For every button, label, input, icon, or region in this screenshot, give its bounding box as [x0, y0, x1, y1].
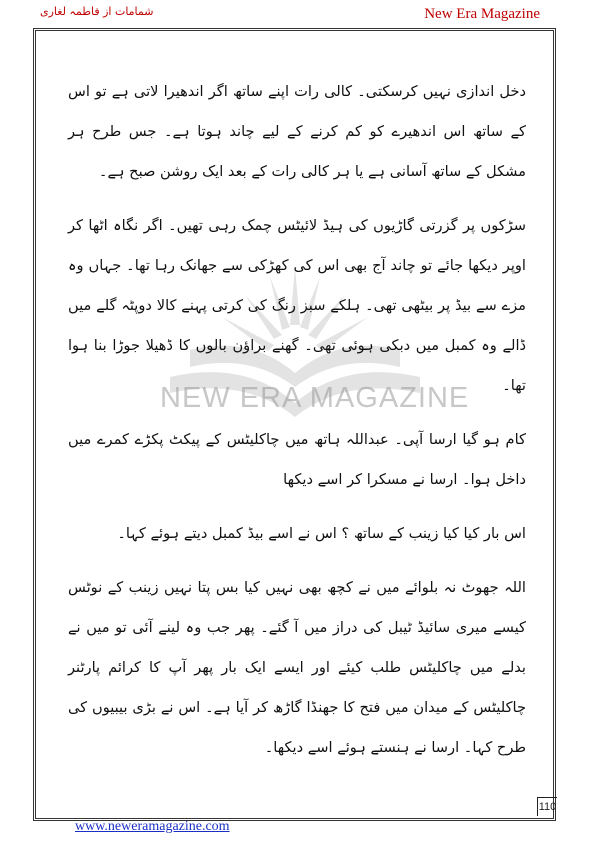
paragraph: اس بار کیا کیا زینب کے ساتھ ؟ اس نے اسے بیڈ کمبل دیتے ہوئے کہا۔: [117, 525, 526, 542]
author-title: شمامات از فاطمہ لغاری: [40, 5, 154, 18]
paragraph: سڑکوں پر گزرتی گاڑیوں کی ہیڈ لائیٹس چمک رہی تھیں۔ اگر نگاہ اٹھا کر اوپر دیکھا جائے تو چاند آج بھی اس کی کھڑکی سے جھانک رہا تھا۔ جہاں وہ مزے سے بیڈ پر بیٹھی تھی۔ ہلکے سبز رنگ کی کرتی پہنے کالا دوپٹہ گلے میں ڈالے وہ کمبل میں دبکی ہوئی تھی۔ گھنے براؤن بالوں کا ڈھیلا جوڑا بنا ہوا تھا۔: [68, 217, 526, 394]
page-number: 110: [537, 797, 557, 816]
website-link[interactable]: www.neweramagazine.com: [75, 819, 230, 834]
watermark-text: NEW ERA MAGAZINE: [160, 382, 470, 414]
paragraph: کام ہو گیا ارسا آپی۔ عبداللہ ہاتھ میں چاکلیٹس کے پیکٹ پکڑے کمرے میں داخل ہوا۔ ارسا نے مسکرا کر اسے دیکھا: [68, 431, 526, 488]
magazine-title: New Era Magazine: [424, 6, 540, 22]
paragraph: دخل اندازی نہیں کرسکتی۔ کالی رات اپنے ساتھ اگر اندھیرا لاتی ہے تو اس کے ساتھ اس اندھیرے کو کم کرنے کے لیے چاند ہوتا ہے۔ جس طرح ہر مشکل کے ساتھ آسانی ہے یا ہر کالی رات کے بعد ایک روشن صبح ہے۔: [68, 83, 526, 180]
article-body: [68, 72, 526, 782]
paragraph: اللہ جھوٹ نہ بلوائے میں نے کچھ بھی نہیں کیا بس پتا نہیں زینب کے نوٹس کیسے میری سائیڈ ٹیبل کی دراز میں آ گئے۔ پھر جب وہ لینے آئی تو میں نے بدلے میں چاکلیٹس طلب کیئے اور ایسے ایک بار پھر آپ کا کرائم پارٹنر چاکلیٹس کے میدان میں فتح کا جھنڈا گاڑھ کر آیا ہے۔ اس نے بڑی بیبیوں کی طرح کہا۔ ارسا نے ہنستے ہوئے اسے دیکھا۔: [68, 579, 526, 756]
